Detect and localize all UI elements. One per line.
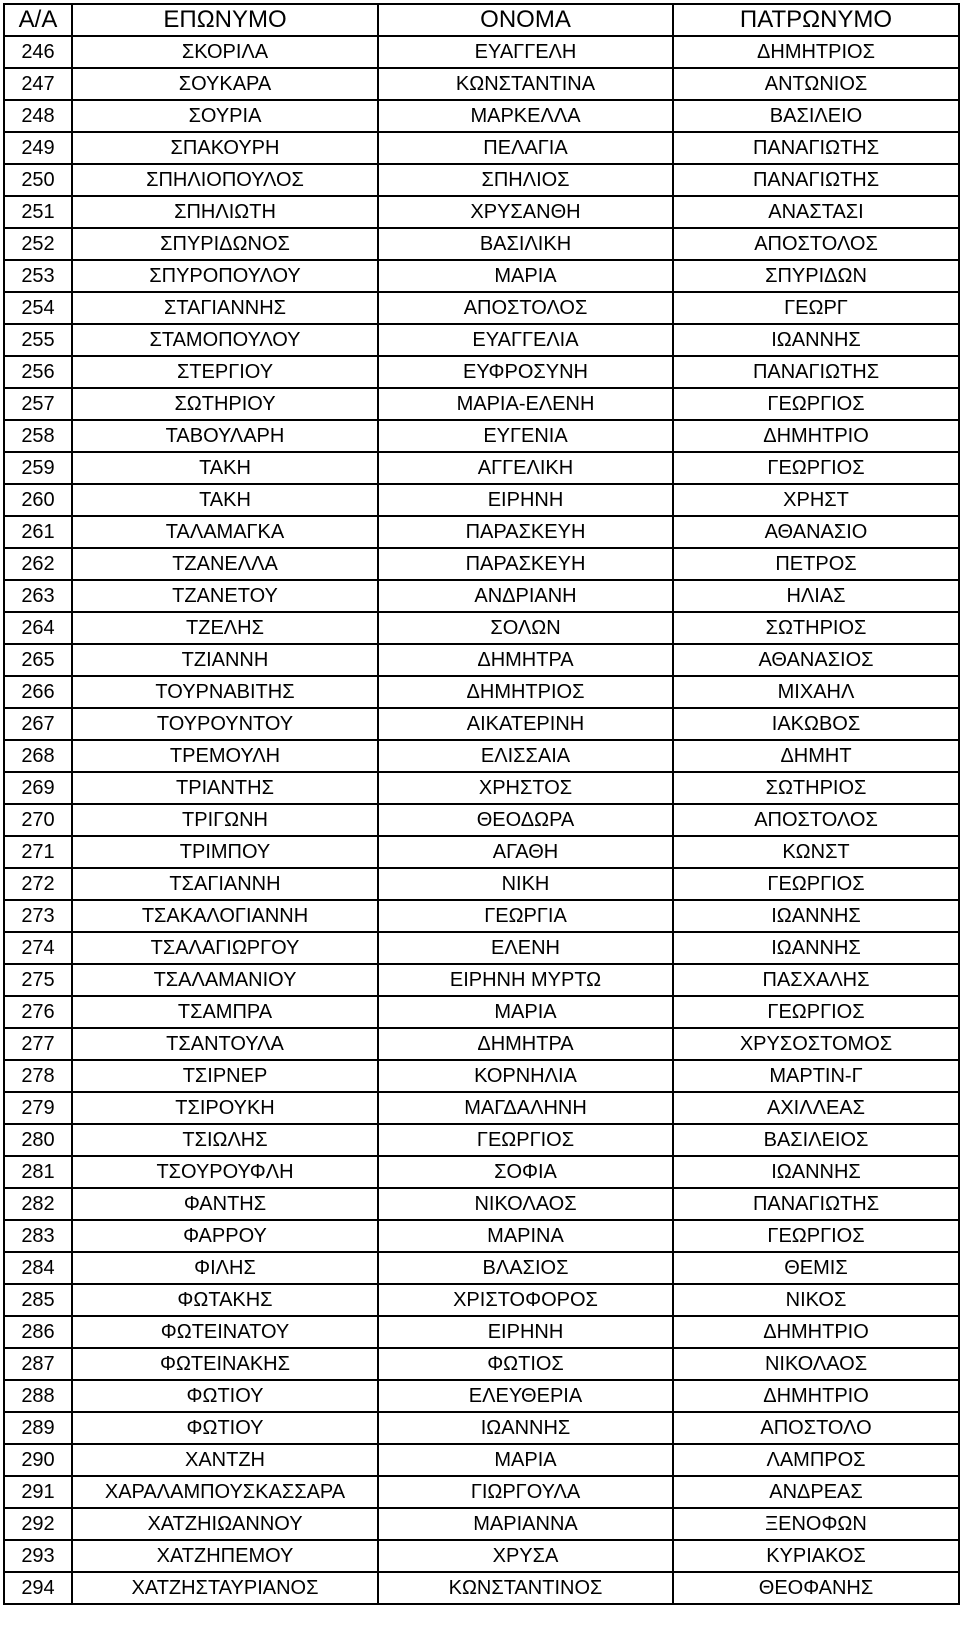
row-number-cell: 271 xyxy=(4,836,72,868)
father-name-cell: ΠΑΝΑΓΙΩΤΗΣ xyxy=(673,132,959,164)
table-row xyxy=(4,324,959,356)
surname-cell: ΧΑΤΖΗΣΤΑΥΡΙΑΝΟΣ xyxy=(72,1572,378,1604)
row-number-cell: 251 xyxy=(4,196,72,228)
first-name-cell: ΣΟΛΩΝ xyxy=(378,612,673,644)
surname-cell: ΣΠΗΛΙΩΤΗ xyxy=(72,196,378,228)
father-name-cell: ΓΕΩΡΓ xyxy=(673,292,959,324)
surname-cell: ΤΣΑΚΑΛΟΓΙΑΝΝΗ xyxy=(72,900,378,932)
row-number-cell: 279 xyxy=(4,1092,72,1124)
father-name-cell: ΑΘΑΝΑΣΙΟ xyxy=(673,516,959,548)
header-father-name: ΠΑΤΡΩΝΥΜΟ xyxy=(673,4,959,36)
first-name-cell: ΑΠΟΣΤΟΛΟΣ xyxy=(378,292,673,324)
father-name-cell: ΓΕΩΡΓΙΟΣ xyxy=(673,868,959,900)
table-row xyxy=(4,804,959,836)
row-number-cell: 281 xyxy=(4,1156,72,1188)
surname-cell: ΣΠΑΚΟΥΡΗ xyxy=(72,132,378,164)
first-name-cell: ΧΡΙΣΤΟΦΟΡΟΣ xyxy=(378,1284,673,1316)
first-name-cell: ΕΥΑΓΓΕΛΙΑ xyxy=(378,324,673,356)
father-name-cell: ΜΙΧΑΗΛ xyxy=(673,676,959,708)
row-number-cell: 290 xyxy=(4,1444,72,1476)
father-name-cell: ΔΗΜΗΤΡΙΟ xyxy=(673,420,959,452)
first-name-cell: ΘΕΟΔΩΡΑ xyxy=(378,804,673,836)
father-name-cell: ΑΝΑΣΤΑΣΙ xyxy=(673,196,959,228)
row-number-cell: 262 xyxy=(4,548,72,580)
father-name-cell: ΠΑΝΑΓΙΩΤΗΣ xyxy=(673,1188,959,1220)
table-row xyxy=(4,1252,959,1284)
first-name-cell: ΝΙΚΟΛΑΟΣ xyxy=(378,1188,673,1220)
father-name-cell: ΧΡΥΣΟΣΤΟΜΟΣ xyxy=(673,1028,959,1060)
surname-cell: ΦΩΤΙΟΥ xyxy=(72,1380,378,1412)
header-aa: Α/Α xyxy=(4,4,72,36)
father-name-cell: ΚΩΝΣΤ xyxy=(673,836,959,868)
father-name-cell: ΓΕΩΡΓΙΟΣ xyxy=(673,996,959,1028)
surname-cell: ΣΩΤΗΡΙΟΥ xyxy=(72,388,378,420)
surname-cell: ΤΖΕΛΗΣ xyxy=(72,612,378,644)
first-name-cell: ΜΑΡΚΕΛΛΑ xyxy=(378,100,673,132)
table-row xyxy=(4,1220,959,1252)
surname-cell: ΦΩΤΑΚΗΣ xyxy=(72,1284,378,1316)
father-name-cell: ΔΗΜΗΤΡΙΟΣ xyxy=(673,36,959,68)
row-number-cell: 278 xyxy=(4,1060,72,1092)
table-row xyxy=(4,68,959,100)
row-number-cell: 282 xyxy=(4,1188,72,1220)
row-number-cell: 263 xyxy=(4,580,72,612)
surname-cell: ΤΖΑΝΕΤΟΥ xyxy=(72,580,378,612)
father-name-cell: ΣΩΤΗΡΙΟΣ xyxy=(673,772,959,804)
first-name-cell: ΒΑΣΙΛΙΚΗ xyxy=(378,228,673,260)
row-number-cell: 269 xyxy=(4,772,72,804)
surname-cell: ΤΑΛΑΜΑΓΚΑ xyxy=(72,516,378,548)
surname-cell: ΧΑΝΤΖΗ xyxy=(72,1444,378,1476)
table-row xyxy=(4,1316,959,1348)
table-row xyxy=(4,1188,959,1220)
row-number-cell: 293 xyxy=(4,1540,72,1572)
father-name-cell: ΣΩΤΗΡΙΟΣ xyxy=(673,612,959,644)
father-name-cell: ΠΑΝΑΓΙΩΤΗΣ xyxy=(673,356,959,388)
table-row xyxy=(4,548,959,580)
row-number-cell: 268 xyxy=(4,740,72,772)
father-name-cell: ΒΑΣΙΛΕΙΟ xyxy=(673,100,959,132)
table-row xyxy=(4,484,959,516)
father-name-cell: ΚΥΡΙΑΚΟΣ xyxy=(673,1540,959,1572)
first-name-cell: ΝΙΚΗ xyxy=(378,868,673,900)
first-name-cell: ΔΗΜΗΤΡΑ xyxy=(378,1028,673,1060)
surname-cell: ΦΑΡΡΟΥ xyxy=(72,1220,378,1252)
first-name-cell: ΣΠΗΛΙΟΣ xyxy=(378,164,673,196)
first-name-cell: ΕΙΡΗΝΗ ΜΥΡΤΩ xyxy=(378,964,673,996)
surname-cell: ΤΟΥΡΝΑΒΙΤΗΣ xyxy=(72,676,378,708)
table-row xyxy=(4,420,959,452)
first-name-cell: ΓΕΩΡΓΙΑ xyxy=(378,900,673,932)
table-row xyxy=(4,1380,959,1412)
row-number-cell: 270 xyxy=(4,804,72,836)
table-row xyxy=(4,708,959,740)
table-row xyxy=(4,292,959,324)
surname-cell: ΣΠΥΡΟΠΟΥΛΟΥ xyxy=(72,260,378,292)
father-name-cell: ΧΡΗΣΤ xyxy=(673,484,959,516)
father-name-cell: ΓΕΩΡΓΙΟΣ xyxy=(673,388,959,420)
table-row xyxy=(4,228,959,260)
row-number-cell: 284 xyxy=(4,1252,72,1284)
roster-table xyxy=(3,3,960,1605)
surname-cell: ΤΖΙΑΝΝΗ xyxy=(72,644,378,676)
row-number-cell: 287 xyxy=(4,1348,72,1380)
row-number-cell: 260 xyxy=(4,484,72,516)
surname-cell: ΦΩΤΕΙΝΑΚΗΣ xyxy=(72,1348,378,1380)
row-number-cell: 275 xyxy=(4,964,72,996)
father-name-cell: ΘΕΟΦΑΝΗΣ xyxy=(673,1572,959,1604)
table-row xyxy=(4,1348,959,1380)
first-name-cell: ΣΟΦΙΑ xyxy=(378,1156,673,1188)
table-row xyxy=(4,900,959,932)
first-name-cell: ΦΩΤΙΟΣ xyxy=(378,1348,673,1380)
first-name-cell: ΕΥΦΡΟΣΥΝΗ xyxy=(378,356,673,388)
father-name-cell: ΔΗΜΗΤ xyxy=(673,740,959,772)
first-name-cell: ΓΙΩΡΓΟΥΛΑ xyxy=(378,1476,673,1508)
surname-cell: ΤΣΑΛΑΓΙΩΡΓΟΥ xyxy=(72,932,378,964)
table-row xyxy=(4,36,959,68)
surname-cell: ΤΑΒΟΥΛΑΡΗ xyxy=(72,420,378,452)
first-name-cell: ΜΑΡΙΝΑ xyxy=(378,1220,673,1252)
table-row xyxy=(4,516,959,548)
first-name-cell: ΚΟΡΝΗΛΙΑ xyxy=(378,1060,673,1092)
first-name-cell: ΜΑΡΙΑ xyxy=(378,996,673,1028)
father-name-cell: ΔΗΜΗΤΡΙΟ xyxy=(673,1316,959,1348)
father-name-cell: ΒΑΣΙΛΕΙΟΣ xyxy=(673,1124,959,1156)
first-name-cell: ΕΛΕΝΗ xyxy=(378,932,673,964)
first-name-cell: ΧΡΥΣΑΝΘΗ xyxy=(378,196,673,228)
row-number-cell: 266 xyxy=(4,676,72,708)
surname-cell: ΣΠΥΡΙΔΩΝΟΣ xyxy=(72,228,378,260)
surname-cell: ΤΑΚΗ xyxy=(72,452,378,484)
surname-cell: ΤΣΙΡΟΥΚΗ xyxy=(72,1092,378,1124)
father-name-cell: ΝΙΚΟΛΑΟΣ xyxy=(673,1348,959,1380)
father-name-cell: ΙΩΑΝΝΗΣ xyxy=(673,900,959,932)
surname-cell: ΤΡΙΑΝΤΗΣ xyxy=(72,772,378,804)
surname-cell: ΤΡΙΓΩΝΗ xyxy=(72,804,378,836)
table-row xyxy=(4,1124,959,1156)
table-row xyxy=(4,612,959,644)
first-name-cell: ΕΥΓΕΝΙΑ xyxy=(378,420,673,452)
row-number-cell: 286 xyxy=(4,1316,72,1348)
father-name-cell: ΑΝΤΩΝΙΟΣ xyxy=(673,68,959,100)
table-body xyxy=(4,36,959,1604)
father-name-cell: ΣΠΥΡΙΔΩΝ xyxy=(673,260,959,292)
father-name-cell: ΙΩΑΝΝΗΣ xyxy=(673,1156,959,1188)
surname-cell: ΦΩΤΕΙΝΑΤΟΥ xyxy=(72,1316,378,1348)
table-row xyxy=(4,388,959,420)
surname-cell: ΣΤΕΡΓΙΟΥ xyxy=(72,356,378,388)
table-row xyxy=(4,260,959,292)
first-name-cell: ΒΛΑΣΙΟΣ xyxy=(378,1252,673,1284)
first-name-cell: ΔΗΜΗΤΡΑ xyxy=(378,644,673,676)
father-name-cell: ΙΩΑΝΝΗΣ xyxy=(673,932,959,964)
row-number-cell: 289 xyxy=(4,1412,72,1444)
first-name-cell: ΠΑΡΑΣΚΕΥΗ xyxy=(378,548,673,580)
table-row xyxy=(4,1508,959,1540)
row-number-cell: 250 xyxy=(4,164,72,196)
father-name-cell: ΠΑΝΑΓΙΩΤΗΣ xyxy=(673,164,959,196)
father-name-cell: ΜΑΡΤΙΝ-Γ xyxy=(673,1060,959,1092)
row-number-cell: 292 xyxy=(4,1508,72,1540)
father-name-cell: ΑΠΟΣΤΟΛΟΣ xyxy=(673,228,959,260)
first-name-cell: ΚΩΝΣΤΑΝΤΙΝΟΣ xyxy=(378,1572,673,1604)
first-name-cell: ΕΛΕΥΘΕΡΙΑ xyxy=(378,1380,673,1412)
first-name-cell: ΕΛΙΣΣΑΙΑ xyxy=(378,740,673,772)
row-number-cell: 256 xyxy=(4,356,72,388)
table-row xyxy=(4,996,959,1028)
surname-cell: ΤΣΑΓΙΑΝΝΗ xyxy=(72,868,378,900)
row-number-cell: 259 xyxy=(4,452,72,484)
row-number-cell: 288 xyxy=(4,1380,72,1412)
first-name-cell: ΜΑΓΔΑΛΗΝΗ xyxy=(378,1092,673,1124)
father-name-cell: ΠΑΣΧΑΛΗΣ xyxy=(673,964,959,996)
table-row xyxy=(4,1060,959,1092)
row-number-cell: 265 xyxy=(4,644,72,676)
first-name-cell: ΕΙΡΗΝΗ xyxy=(378,484,673,516)
header-surname: ΕΠΩΝΥΜΟ xyxy=(72,4,378,36)
first-name-cell: ΕΥΑΓΓΕΛΗ xyxy=(378,36,673,68)
row-number-cell: 257 xyxy=(4,388,72,420)
table-header-row xyxy=(4,4,959,36)
table-row xyxy=(4,740,959,772)
table-row xyxy=(4,1444,959,1476)
first-name-cell: ΕΙΡΗΝΗ xyxy=(378,1316,673,1348)
father-name-cell: ΑΘΑΝΑΣΙΟΣ xyxy=(673,644,959,676)
first-name-cell: ΠΕΛΑΓΙΑ xyxy=(378,132,673,164)
row-number-cell: 285 xyxy=(4,1284,72,1316)
row-number-cell: 273 xyxy=(4,900,72,932)
surname-cell: ΤΣΑΛΑΜΑΝΙΟΥ xyxy=(72,964,378,996)
first-name-cell: ΑΙΚΑΤΕΡΙΝΗ xyxy=(378,708,673,740)
surname-cell: ΧΑΡΑΛΑΜΠΟΥΣΚΑΣΣΑΡΑ xyxy=(72,1476,378,1508)
first-name-cell: ΔΗΜΗΤΡΙΟΣ xyxy=(378,676,673,708)
first-name-cell: ΑΝΔΡΙΑΝΗ xyxy=(378,580,673,612)
table-row xyxy=(4,164,959,196)
surname-cell: ΤΣΟΥΡΟΥΦΛΗ xyxy=(72,1156,378,1188)
table-row xyxy=(4,580,959,612)
table-row xyxy=(4,1028,959,1060)
father-name-cell: ΔΗΜΗΤΡΙΟ xyxy=(673,1380,959,1412)
first-name-cell: ΜΑΡΙΑ xyxy=(378,260,673,292)
table-row xyxy=(4,100,959,132)
table-row xyxy=(4,196,959,228)
row-number-cell: 248 xyxy=(4,100,72,132)
first-name-cell: ΠΑΡΑΣΚΕΥΗ xyxy=(378,516,673,548)
surname-cell: ΤΣΑΝΤΟΥΛΑ xyxy=(72,1028,378,1060)
first-name-cell: ΑΓΑΘΗ xyxy=(378,836,673,868)
surname-cell: ΧΑΤΖΗΙΩΑΝΝΟΥ xyxy=(72,1508,378,1540)
table-row xyxy=(4,1540,959,1572)
table-row xyxy=(4,1284,959,1316)
table-row xyxy=(4,1572,959,1604)
row-number-cell: 277 xyxy=(4,1028,72,1060)
surname-cell: ΤΣΑΜΠΡΑ xyxy=(72,996,378,1028)
father-name-cell: ΠΕΤΡΟΣ xyxy=(673,548,959,580)
table-row xyxy=(4,772,959,804)
father-name-cell: ΝΙΚΟΣ xyxy=(673,1284,959,1316)
row-number-cell: 261 xyxy=(4,516,72,548)
surname-cell: ΤΡΙΜΠΟΥ xyxy=(72,836,378,868)
table-row xyxy=(4,452,959,484)
father-name-cell: ΙΑΚΩΒΟΣ xyxy=(673,708,959,740)
father-name-cell: ΑΧΙΛΛΕΑΣ xyxy=(673,1092,959,1124)
table-row xyxy=(4,836,959,868)
row-number-cell: 291 xyxy=(4,1476,72,1508)
table-row xyxy=(4,1476,959,1508)
surname-cell: ΤΡΕΜΟΥΛΗ xyxy=(72,740,378,772)
surname-cell: ΤΖΑΝΕΛΛΑ xyxy=(72,548,378,580)
row-number-cell: 255 xyxy=(4,324,72,356)
surname-cell: ΧΑΤΖΗΠΕΜΟΥ xyxy=(72,1540,378,1572)
row-number-cell: 253 xyxy=(4,260,72,292)
surname-cell: ΤΟΥΡΟΥΝΤΟΥ xyxy=(72,708,378,740)
surname-cell: ΦΑΝΤΗΣ xyxy=(72,1188,378,1220)
row-number-cell: 254 xyxy=(4,292,72,324)
table-row xyxy=(4,964,959,996)
surname-cell: ΣΤΑΜΟΠΟΥΛΟΥ xyxy=(72,324,378,356)
father-name-cell: ΙΩΑΝΝΗΣ xyxy=(673,324,959,356)
row-number-cell: 294 xyxy=(4,1572,72,1604)
surname-cell: ΣΤΑΓΙΑΝΝΗΣ xyxy=(72,292,378,324)
row-number-cell: 249 xyxy=(4,132,72,164)
surname-cell: ΣΚΟΡΙΛΑ xyxy=(72,36,378,68)
table-row xyxy=(4,676,959,708)
surname-cell: ΣΠΗΛΙΟΠΟΥΛΟΣ xyxy=(72,164,378,196)
row-number-cell: 283 xyxy=(4,1220,72,1252)
table-row xyxy=(4,644,959,676)
row-number-cell: 272 xyxy=(4,868,72,900)
row-number-cell: 252 xyxy=(4,228,72,260)
row-number-cell: 267 xyxy=(4,708,72,740)
father-name-cell: ΑΠΟΣΤΟΛΟ xyxy=(673,1412,959,1444)
row-number-cell: 280 xyxy=(4,1124,72,1156)
header-name: ΟΝΟΜΑ xyxy=(378,4,673,36)
table-row xyxy=(4,868,959,900)
father-name-cell: ΓΕΩΡΓΙΟΣ xyxy=(673,1220,959,1252)
first-name-cell: ΚΩΝΣΤΑΝΤΙΝΑ xyxy=(378,68,673,100)
father-name-cell: ΘΕΜΙΣ xyxy=(673,1252,959,1284)
first-name-cell: ΙΩΑΝΝΗΣ xyxy=(378,1412,673,1444)
row-number-cell: 258 xyxy=(4,420,72,452)
table-row xyxy=(4,132,959,164)
row-number-cell: 274 xyxy=(4,932,72,964)
father-name-cell: ΓΕΩΡΓΙΟΣ xyxy=(673,452,959,484)
first-name-cell: ΧΡΗΣΤΟΣ xyxy=(378,772,673,804)
surname-cell: ΤΣΙΡΝΕΡ xyxy=(72,1060,378,1092)
surname-cell: ΣΟΥΡΙΑ xyxy=(72,100,378,132)
row-number-cell: 276 xyxy=(4,996,72,1028)
father-name-cell: ΗΛΙΑΣ xyxy=(673,580,959,612)
first-name-cell: ΑΓΓΕΛΙΚΗ xyxy=(378,452,673,484)
surname-cell: ΤΣΙΩΛΗΣ xyxy=(72,1124,378,1156)
first-name-cell: ΜΑΡΙΑ xyxy=(378,1444,673,1476)
father-name-cell: ΑΠΟΣΤΟΛΟΣ xyxy=(673,804,959,836)
father-name-cell: ΞΕΝΟΦΩΝ xyxy=(673,1508,959,1540)
table-row xyxy=(4,1412,959,1444)
table-row xyxy=(4,932,959,964)
first-name-cell: ΜΑΡΙΑΝΝΑ xyxy=(378,1508,673,1540)
first-name-cell: ΧΡΥΣΑ xyxy=(378,1540,673,1572)
father-name-cell: ΛΑΜΠΡΟΣ xyxy=(673,1444,959,1476)
table-row xyxy=(4,1092,959,1124)
surname-cell: ΤΑΚΗ xyxy=(72,484,378,516)
table-row xyxy=(4,1156,959,1188)
first-name-cell: ΜΑΡΙΑ-ΕΛΕΝΗ xyxy=(378,388,673,420)
surname-cell: ΦΩΤΙΟΥ xyxy=(72,1412,378,1444)
row-number-cell: 247 xyxy=(4,68,72,100)
surname-cell: ΣΟΥΚΑΡΑ xyxy=(72,68,378,100)
first-name-cell: ΓΕΩΡΓΙΟΣ xyxy=(378,1124,673,1156)
father-name-cell: ΑΝΔΡΕΑΣ xyxy=(673,1476,959,1508)
row-number-cell: 246 xyxy=(4,36,72,68)
row-number-cell: 264 xyxy=(4,612,72,644)
surname-cell: ΦΙΛΗΣ xyxy=(72,1252,378,1284)
table-row xyxy=(4,356,959,388)
